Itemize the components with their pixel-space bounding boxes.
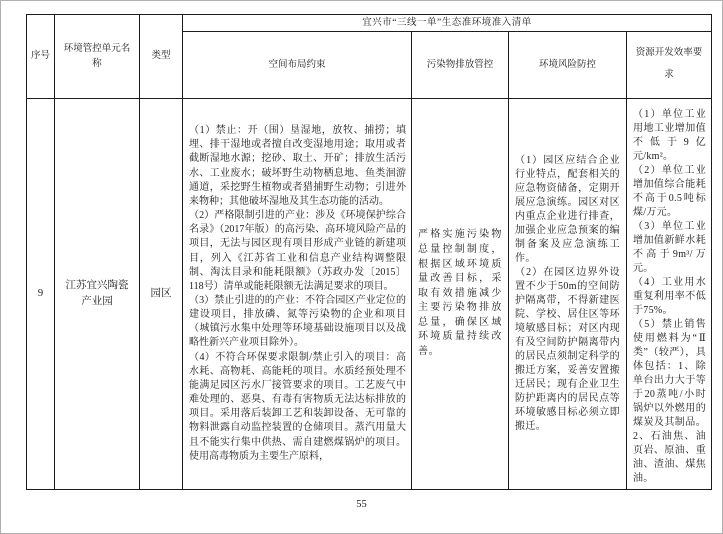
paragraph: （1）禁止：开（围）垦湿地，放牧、捕捞；填埋、排干湿地或者擅自改变湿地用途；取用或者截断湿地水源；挖砂、取土、开矿；排放生活污水、工业废水；破坏野生动物栖息地、鱼类洄游通道，采挖野生植物或者猎捕野生动物；引进外来物种；其他破坏湿地及其生态功能的活动。 <box>189 125 406 207</box>
page-number: 55 <box>356 499 367 510</box>
cell-resource-efficiency <box>627 99 712 490</box>
col-header-resource: 资源开发效率要求 <box>627 32 712 99</box>
cell-spatial-constraints <box>183 99 412 490</box>
paragraph: （2）严格限制引进的产业：涉及《环境保护综合名录》（2017年版）的高污染、高环境风险产品的项目，无法与园区现有项目形成产业链的新建项目，列入《江苏省工业和信息产业结构调整限制、淘汰目录和能耗限额》（苏政办发〔2015〕118号）清单或能耗限额无法满足要求的项目。 <box>189 210 406 292</box>
table-title: 宜兴市“三线一单”生态准环境准入清单 <box>183 15 712 32</box>
paragraph: （1）园区应结合企业行业特点，配套相关的应急物资储备，定期开展应急演练。园区对区内重点企业进行排查，加强企业应急预案的编制备案及应急演练工作。 <box>515 155 620 264</box>
col-header-spatial: 空间布局约束 <box>183 32 412 99</box>
access-list-table <box>26 14 712 490</box>
paragraph: （4）不符合环保要求限制/禁止引入的项目：高水耗、高物耗、高能耗的项目。水质经预处理不能满足园区污水厂接管要求的项目。工艺废气中难处理的、恶臭、有毒有害物质无法达标排放的项目。采用落后装卸工艺和装卸设备、无可靠的物料泄露自动监控装置的仓储项目。蒸汽用量大且不能实行集中供热、需自建燃煤锅炉的项目。使用高毒物质为主要生产原料， <box>189 351 406 462</box>
cell-index: 9 <box>27 99 55 490</box>
paragraph: （3）禁止引进的的产业：不符合园区产业定位的建设项目，排放磷、氮等污染物的企业和项目（城镇污水集中处理等环境基础设施项目以及战略性新兴产业项目除外）。 <box>189 295 406 349</box>
cell-type: 园区 <box>140 99 183 490</box>
col-header-pollutant: 污染物排放管控 <box>412 32 509 99</box>
paragraph: （1）单位工业用地工业增加值不低于9亿元/km²。 <box>633 109 706 162</box>
cell-unit-name: 江苏宜兴陶瓷产业园 <box>55 99 140 490</box>
col-header-index: 序号 <box>27 15 55 99</box>
col-header-type: 类型 <box>140 15 183 99</box>
col-header-risk: 环境风险防控 <box>509 32 627 99</box>
paragraph: （2）单位工业增加值综合能耗不高于0.5吨标煤/万元。 <box>633 165 706 218</box>
paragraph: （2）在园区边界外设置不少于50m的空间防护隔离带，不得新建医院、学校、居住区等环境敏感目标；对区内现有及空间防护隔离带内的居民点须制定科学的搬迁方案，妥善安置搬迁居民；现有企业卫生防护距离内的居民点等环境敏感目标必须立即搬迁。 <box>515 267 620 432</box>
paragraph: （4）工业用水重复利用率不低于75%。 <box>633 277 706 316</box>
cell-risk-prevention <box>509 99 627 490</box>
pollutant-text: 严格实施污染物总量控制制度，根据区域环境质量改善目标，采取有效措施减少主要污染物排放总量，确保区域环境质量持续改善。 <box>418 229 502 358</box>
paragraph: （3）单位工业增加值新鲜水耗不高于9m³/万元。 <box>633 221 706 274</box>
paragraph: （5）禁止销售使用燃料为“Ⅱ类”（较严），具体包括：1、除单台出力大于等于20蒸吨/小时锅炉以外燃用的煤炭及其制品。2、石油焦、油页岩、原油、重油、渣油、煤焦油。 <box>633 319 706 484</box>
table-row <box>27 99 712 490</box>
col-header-unit-name: 环境管控单元名称 <box>55 15 140 99</box>
cell-pollutant-control <box>412 99 509 490</box>
